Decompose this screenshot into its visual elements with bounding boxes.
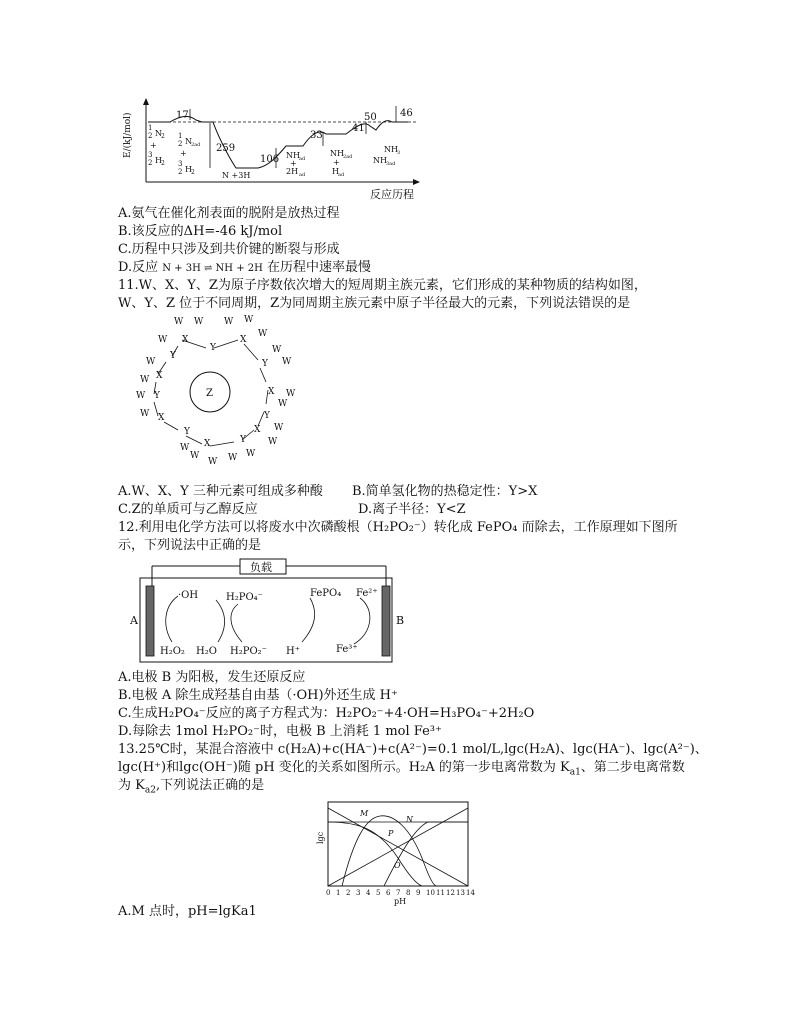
h2-coef: 3 — [148, 151, 153, 159]
q11-stem-line1: 11.W、X、Y、Z为原子序数依次增大的短周期主族元素，它们形成的某种物质的结构如图， — [118, 278, 647, 293]
atom-w-28: W — [208, 457, 218, 467]
electrode-b — [382, 586, 390, 656]
fe2-label: Fe²⁺ — [356, 588, 378, 599]
atom-w-18: W — [244, 315, 254, 325]
electrode-b-label: B — [396, 614, 405, 627]
h-ad-sub: ad — [338, 172, 345, 178]
ph-tick-13: 13 — [456, 889, 465, 897]
atom-w-32: W — [136, 391, 146, 401]
atom-y-3: Y — [262, 359, 268, 369]
atom-w-27: W — [228, 453, 238, 463]
atom-x-0: X — [182, 335, 189, 345]
ph-tick-10: 10 — [426, 889, 435, 897]
value-46: 46 — [400, 108, 413, 119]
h2ad-sub: 2 — [191, 169, 195, 176]
q13-option-a: A.M 点时，pH=lgKa1 — [118, 904, 257, 919]
q10-option-d — [118, 260, 371, 277]
hplus-label: H⁺ — [286, 646, 300, 657]
q10-option-a: A.氨气在催化剂表面的脱附是放热过程 — [118, 206, 340, 221]
electrolysis-cell-diagram — [124, 556, 414, 668]
q12-stem-line1: 12.利用电化学方法可以将废水中次磷酸根（H₂PO₂⁻）转化成 FePO₄ 而除去，工作原理如下图所 — [118, 520, 678, 535]
value-41: 41 — [352, 123, 365, 134]
n2ad-coef: 1 — [178, 132, 183, 140]
energy-profile-diagram — [118, 96, 428, 206]
h2-den: 2 — [148, 159, 153, 167]
n2-coef: 1 — [148, 124, 153, 132]
electrode-a — [146, 586, 154, 656]
plus-2: + — [180, 149, 187, 158]
fepo4-label: FePO₄ — [310, 588, 342, 599]
h2ad: H — [185, 165, 192, 174]
plus-1: + — [150, 141, 157, 150]
atom-x-2: X — [240, 335, 247, 345]
2h-ad-sub: ad — [299, 172, 306, 178]
q13-stem2-a: lgc(H⁺)和lgc(OH⁻)随 pH 变化的关系如图所示。H₂A 的第一步电离常数为 K — [118, 760, 570, 775]
ring-structure-diagram — [118, 312, 308, 477]
atom-y-13: Y — [170, 351, 176, 361]
q10-option-d-equation: N + 3H ⇌ NH + 2H — [162, 263, 263, 274]
ph-tick-11: 11 — [436, 889, 445, 897]
atom-w-24: W — [274, 423, 284, 433]
point-m: M — [360, 809, 369, 818]
value-17: 17 — [176, 110, 189, 121]
q10-option-b: B.该反应的ΔH=-46 kJ/mol — [118, 224, 283, 239]
nh2-ad-sub: 2ad — [343, 154, 353, 160]
value-33: 33 — [310, 130, 323, 141]
n2ad-den: 2 — [178, 140, 183, 148]
q10-option-c: C.历程中只涉及到共价键的断裂与形成 — [118, 242, 340, 257]
atom-w-34: W — [146, 357, 156, 367]
energy-axis-label: E/(kJ/mol) — [123, 112, 133, 158]
n2ad: N — [185, 137, 192, 146]
atom-y-11: Y — [154, 391, 160, 401]
ph-tick-8: 8 — [406, 889, 411, 897]
h2po2-label: H₂PO₂⁻ — [230, 646, 267, 657]
atom-w-30: W — [180, 443, 190, 453]
ph-tick-14: 14 — [466, 889, 475, 897]
q12-option-b: B.电极 A 除生成羟基自由基（·OH)外还生成 H⁺ — [118, 688, 398, 703]
atom-w-26: W — [246, 449, 256, 459]
point-n: N — [406, 815, 413, 824]
ph-tick-6: 6 — [386, 889, 391, 897]
electrode-a-label: A — [130, 614, 138, 627]
ph-tick-4: 4 — [366, 889, 371, 897]
atom-x-4: X — [268, 387, 275, 397]
value-50: 50 — [364, 112, 377, 123]
atom-w-23: W — [278, 399, 288, 409]
atom-w-21: W — [282, 357, 292, 367]
q13-stem2-b: 、第二步电离常数 — [580, 760, 685, 775]
h2o2-label: H₂O₂ — [160, 646, 185, 657]
ph-tick-1: 1 — [336, 889, 341, 897]
q12-stem-line2: 示，下列说法中正确的是 — [118, 538, 262, 553]
nh2-ad: NH — [330, 149, 344, 158]
ph-tick-5: 5 — [376, 889, 381, 897]
nh-ad-sub: ad — [299, 156, 306, 162]
z-center-label: Z — [206, 388, 213, 399]
ka2-sub: a2 — [144, 785, 156, 796]
chart-xlabel: pH — [394, 897, 407, 906]
nh3-ad-sub: 3ad — [386, 161, 396, 167]
q11-option-b: B.简单氢化物的热稳定性：Y>X — [352, 484, 538, 499]
2h-ad: 2H — [286, 167, 299, 176]
q11-option-d: D.离子半径：Y<Z — [358, 502, 466, 517]
q13-stem3-a: 为 K — [118, 778, 145, 793]
q12-option-d: D.每除去 1mol H₂PO₂⁻时，电极 B 上消耗 1 mol Fe³⁺ — [118, 724, 442, 739]
atom-w-17: W — [224, 317, 234, 327]
n-plus-3h: N +3H — [222, 171, 251, 180]
atom-y-9: Y — [184, 427, 190, 437]
chart-ylabel: lgc — [316, 831, 325, 844]
h2ad-coef: 3 — [178, 160, 183, 168]
ph-tick-3: 3 — [356, 889, 361, 897]
q13-stem-line1: 13.25℃时，某混合溶液中 c(H₂A)+c(HA⁻)+c(A²⁻)=0.1 mol/L,lgc(H₂A)、lgc(HA⁻)、lgc(A²⁻)、 — [118, 742, 708, 757]
ph-tick-2: 2 — [346, 889, 351, 897]
plus-4: + — [333, 158, 340, 167]
q12-option-a: A.电极 B 为阳极，发生还原反应 — [118, 670, 306, 685]
atom-w-14: W — [174, 317, 184, 327]
ph-tick-12: 12 — [446, 889, 455, 897]
ph-tick-7: 7 — [396, 889, 401, 897]
atom-x-6: X — [254, 425, 261, 435]
n2-sub: 2 — [161, 133, 165, 140]
nh3-ad: NH — [373, 156, 387, 165]
q10-option-d-post: 在历程中速率最慢 — [266, 260, 371, 275]
atom-y-5: Y — [264, 411, 270, 421]
value-106: 106 — [260, 154, 280, 165]
atom-w-22: W — [286, 389, 296, 399]
q12-option-c: C.生成H₂PO₄⁻反应的离子方程式为：H₂PO₂⁻+4·OH=H₃PO₄⁻+2H₂O — [118, 706, 535, 721]
ph-tick-9: 9 — [416, 889, 421, 897]
load-label: 负载 — [250, 561, 272, 574]
n2ad-sub: 2ad — [191, 142, 201, 148]
ph-tick-0: 0 — [326, 889, 331, 897]
h2ad-den: 2 — [178, 168, 183, 176]
point-p: P — [388, 829, 394, 838]
value-259: 259 — [216, 143, 236, 154]
q11-stem-line2: W、Y、Z 位于不同周期，Z为同周期主族元素中原子半径最大的元素，下列说法错误的是 — [118, 296, 631, 311]
q11-option-a: A.W、X、Y 三种元素可组成多种酸 — [118, 484, 323, 499]
nh3: NH — [384, 145, 398, 154]
atom-w-33: W — [140, 375, 150, 385]
point-o: O — [394, 861, 401, 870]
lgc-ph-chart — [318, 798, 480, 904]
atom-y-1: Y — [210, 343, 216, 353]
atom-y-7: Y — [240, 435, 246, 445]
h2-sub: 2 — [161, 160, 165, 167]
process-axis-label: 反应历程 — [370, 188, 414, 201]
n2: N — [155, 129, 162, 138]
atom-w-16: W — [158, 335, 168, 345]
atom-w-20: W — [272, 345, 282, 355]
atom-x-12: X — [156, 371, 163, 381]
h2po4-label: H₂PO₄⁻ — [226, 592, 263, 603]
q11-option-c: C.Z的单质可与乙醇反应 — [118, 502, 258, 517]
hydroxyl-radical: ·OH — [178, 590, 199, 601]
nh3-sub: 3 — [397, 150, 401, 156]
nh-ad: NH — [286, 151, 300, 160]
q13-stem-line3 — [118, 778, 264, 799]
atom-w-31: W — [140, 409, 150, 419]
atom-x-8: X — [204, 439, 211, 449]
n2-den: 2 — [148, 132, 153, 140]
atom-x-10: X — [158, 413, 165, 423]
q13-stem3-b: ,下列说法正确的是 — [155, 778, 265, 793]
h-ad: H — [332, 167, 339, 176]
ka1-sub: a1 — [569, 767, 581, 778]
q10-option-d-pre: D.反应 — [118, 260, 159, 275]
plus-3: + — [290, 159, 297, 168]
fe3-label: Fe³⁺ — [336, 644, 358, 655]
atom-w-25: W — [268, 437, 278, 447]
atom-w-29: W — [190, 451, 200, 461]
h2o-label: H₂O — [196, 646, 217, 657]
h2: H — [155, 156, 162, 165]
atom-w-15: W — [194, 317, 204, 327]
atom-w-19: W — [258, 329, 268, 339]
